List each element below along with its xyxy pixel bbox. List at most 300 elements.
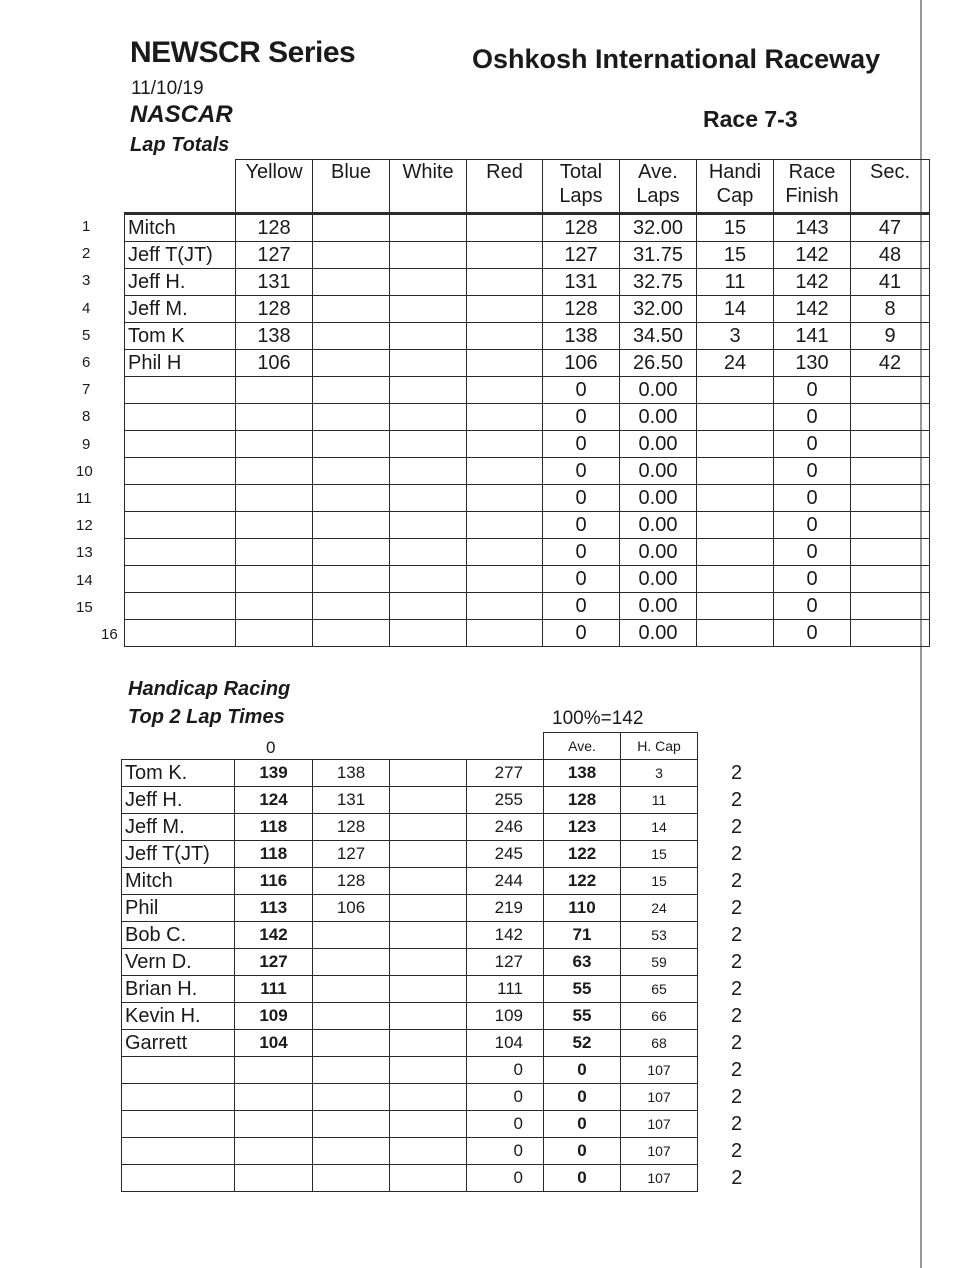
handicap-row — [122, 1057, 776, 1084]
lap-yellow-cell: 128 — [236, 296, 313, 323]
empty-cell — [390, 868, 467, 895]
lap-total-cell: 0 — [543, 377, 620, 404]
lap-blue-cell — [313, 214, 390, 242]
best-lap-cell — [235, 1138, 313, 1165]
handicap-row — [122, 841, 776, 868]
lap-yellow-cell: 128 — [236, 214, 313, 242]
column-header — [236, 160, 313, 214]
total-cell: 246 — [467, 814, 544, 841]
average-cell: 0 — [544, 1084, 621, 1111]
driver-name: Jeff M. — [122, 814, 235, 841]
lap-yellow-cell — [236, 593, 313, 620]
extra-value: 2 — [730, 816, 743, 838]
extra-value: 2 — [730, 762, 743, 784]
driver-name: Mitch — [125, 214, 236, 242]
handicap-row — [122, 814, 776, 841]
handicap-row — [122, 895, 776, 922]
handicap-row — [122, 1084, 776, 1111]
lap-red-cell — [467, 539, 543, 566]
lap-total-cell: 138 — [543, 323, 620, 350]
best-lap-cell — [235, 1057, 313, 1084]
column-header-line1: Total — [559, 161, 603, 183]
lap-sec-cell: 48 — [851, 242, 930, 269]
driver-name — [125, 431, 236, 458]
column-header-line2: Laps — [559, 185, 603, 207]
driver-name — [122, 1138, 235, 1165]
driver-name — [125, 485, 236, 512]
lap-row — [125, 512, 930, 539]
lap-red-cell — [467, 377, 543, 404]
driver-name — [125, 512, 236, 539]
lap-ave-cell: 31.75 — [620, 242, 697, 269]
lap-total-cell: 106 — [543, 350, 620, 377]
lap-yellow-cell: 138 — [236, 323, 313, 350]
lap-total-cell: 0 — [543, 620, 620, 647]
lap-red-cell — [467, 269, 543, 296]
lap-ave-cell: 0.00 — [620, 404, 697, 431]
lap-finish-cell: 142 — [774, 296, 851, 323]
lap-white-cell — [390, 323, 467, 350]
lap-finish-cell: 142 — [774, 242, 851, 269]
row-number: 1 — [82, 218, 91, 235]
lap-blue-cell — [313, 350, 390, 377]
driver-name: Garrett — [122, 1030, 235, 1057]
lap-sec-cell — [851, 593, 930, 620]
column-header — [620, 160, 697, 214]
handicap-row — [122, 1165, 776, 1192]
column-header-line2: Laps — [636, 185, 680, 207]
handicap-row — [122, 1138, 776, 1165]
lap-total-cell: 128 — [543, 296, 620, 323]
driver-name: Tom K. — [122, 760, 235, 787]
column-header-line1: White — [402, 161, 454, 183]
lap-ave-cell: 0.00 — [620, 458, 697, 485]
lap-blue-cell — [313, 512, 390, 539]
column-header-line2: Cap — [716, 185, 754, 207]
race-number: Race 7-3 — [703, 106, 798, 132]
lap-sec-cell: 9 — [851, 323, 930, 350]
handicap-cell: 107 — [621, 1057, 698, 1084]
lap-red-cell — [467, 214, 543, 242]
lap-row — [125, 296, 930, 323]
column-header-line1: Race — [788, 161, 836, 183]
lap-sec-cell — [851, 566, 930, 593]
handicap-row — [122, 1111, 776, 1138]
lap-row — [125, 377, 930, 404]
lap-blue-cell — [313, 458, 390, 485]
lap-blue-cell — [313, 323, 390, 350]
lap-white-cell — [390, 269, 467, 296]
empty-cell — [390, 922, 467, 949]
header-empty-cell — [467, 733, 544, 760]
handicap-table — [121, 732, 776, 1192]
lap-yellow-cell — [236, 458, 313, 485]
column-header-line1: Blue — [330, 161, 372, 183]
total-cell: 219 — [467, 895, 544, 922]
lap-white-cell — [390, 377, 467, 404]
average-cell: 52 — [544, 1030, 621, 1057]
average-cell: 55 — [544, 1003, 621, 1030]
lap-finish-cell: 0 — [774, 485, 851, 512]
lap-white-cell — [390, 485, 467, 512]
lap-hcap-cell — [697, 377, 774, 404]
handicap-cell: 15 — [621, 868, 698, 895]
average-cell: 110 — [544, 895, 621, 922]
empty-cell — [390, 1111, 467, 1138]
race-date: 11/10/19 — [131, 78, 204, 99]
lap-sec-cell — [851, 431, 930, 458]
total-cell: 142 — [467, 922, 544, 949]
lap-ave-cell: 0.00 — [620, 539, 697, 566]
lap-red-cell — [467, 485, 543, 512]
lap-white-cell — [390, 431, 467, 458]
row-number: 3 — [82, 272, 91, 290]
handicap-header-row — [122, 733, 776, 760]
handicap-cell: 107 — [621, 1084, 698, 1111]
lap-finish-cell: 142 — [774, 269, 851, 296]
average-cell: 122 — [544, 868, 621, 895]
lap-red-cell — [467, 512, 543, 539]
handicap-cell: 68 — [621, 1030, 698, 1057]
driver-name: Tom K — [125, 323, 236, 350]
empty-cell — [390, 949, 467, 976]
lap-yellow-cell — [236, 512, 313, 539]
zero-label: 0 — [266, 738, 276, 757]
lap-blue-cell — [313, 296, 390, 323]
lap-finish-cell: 143 — [774, 214, 851, 242]
lap-sec-cell — [851, 485, 930, 512]
driver-name: Kevin H. — [122, 1003, 235, 1030]
lap-total-cell: 0 — [543, 539, 620, 566]
lap-red-cell — [467, 242, 543, 269]
lap-finish-cell: 0 — [774, 539, 851, 566]
best-lap-cell: 113 — [235, 895, 313, 922]
best-lap-cell — [235, 1084, 313, 1111]
lap-finish-cell: 0 — [774, 593, 851, 620]
lap-total-cell: 0 — [543, 566, 620, 593]
lap-hcap-cell: 11 — [697, 269, 774, 296]
empty-cell — [390, 760, 467, 787]
lap-row — [125, 404, 930, 431]
lap-row — [125, 323, 930, 350]
lap-sec-cell: 8 — [851, 296, 930, 323]
empty-cell — [390, 787, 467, 814]
best-lap-cell — [235, 1165, 313, 1192]
column-header — [774, 160, 851, 214]
lap-row — [125, 485, 930, 512]
lap-total-cell: 0 — [543, 512, 620, 539]
handicap-row — [122, 760, 776, 787]
handicap-row — [122, 787, 776, 814]
lap-blue-cell — [313, 431, 390, 458]
lap-blue-cell — [313, 269, 390, 296]
lap-total-cell: 0 — [543, 431, 620, 458]
lap-ave-cell: 32.00 — [620, 214, 697, 242]
lap-ave-cell: 0.00 — [620, 485, 697, 512]
column-header-line1: Yellow — [245, 161, 303, 183]
lap-white-cell — [390, 296, 467, 323]
handicap-cell: 24 — [621, 895, 698, 922]
lap-white-cell — [390, 458, 467, 485]
second-lap-cell: 131 — [313, 787, 390, 814]
column-header-line1: Ave. — [638, 161, 678, 183]
lap-hcap-cell — [697, 539, 774, 566]
lap-white-cell — [390, 593, 467, 620]
handicap-cell: 14 — [621, 814, 698, 841]
best-lap-cell: 124 — [235, 787, 313, 814]
driver-name — [125, 404, 236, 431]
extra-value: 2 — [730, 951, 743, 973]
lap-total-cell: 128 — [543, 214, 620, 242]
empty-cell — [390, 1003, 467, 1030]
second-lap-cell — [313, 1084, 390, 1111]
second-lap-cell — [313, 1003, 390, 1030]
handicap-cell: 107 — [621, 1111, 698, 1138]
lap-white-cell — [390, 620, 467, 647]
lap-row — [125, 539, 930, 566]
extra-value: 2 — [730, 843, 743, 865]
row-number: 11 — [76, 490, 92, 507]
lap-blue-cell — [313, 377, 390, 404]
lap-yellow-cell — [236, 377, 313, 404]
driver-name: Jeff T(JT) — [122, 841, 235, 868]
handicap-cell: 107 — [621, 1138, 698, 1165]
second-lap-cell — [313, 949, 390, 976]
row-number: 9 — [82, 435, 91, 453]
row-number: 6 — [82, 354, 91, 371]
lap-yellow-cell: 106 — [236, 350, 313, 377]
average-cell: 71 — [544, 922, 621, 949]
lap-blue-cell — [313, 242, 390, 269]
handicap-cell: 65 — [621, 976, 698, 1003]
venue-title: Oshkosh International Raceway — [472, 44, 881, 74]
lap-finish-cell: 0 — [774, 458, 851, 485]
driver-name: Jeff H. — [125, 269, 236, 296]
lap-row — [125, 214, 930, 242]
extra-value: 2 — [730, 789, 743, 811]
lap-ave-cell: 32.75 — [620, 269, 697, 296]
handicap-cell: 11 — [621, 787, 698, 814]
total-cell: 0 — [467, 1057, 544, 1084]
lap-ave-cell: 0.00 — [620, 377, 697, 404]
lap-blue-cell — [313, 404, 390, 431]
average-cell: 55 — [544, 976, 621, 1003]
section-title: Lap Totals — [130, 134, 230, 156]
second-lap-cell: 106 — [313, 895, 390, 922]
lap-white-cell — [390, 539, 467, 566]
lap-yellow-cell — [236, 431, 313, 458]
handicap-title: Handicap Racing — [128, 678, 291, 700]
empty-cell — [390, 976, 467, 1003]
total-cell: 127 — [467, 949, 544, 976]
best-lap-cell: 111 — [235, 976, 313, 1003]
lap-yellow-cell — [236, 485, 313, 512]
row-number: 4 — [82, 299, 91, 317]
driver-name — [125, 458, 236, 485]
driver-name: Vern D. — [122, 949, 235, 976]
extra-value: 2 — [730, 1113, 743, 1135]
handicap-row — [122, 1030, 776, 1057]
average-cell: 128 — [544, 787, 621, 814]
total-cell: 245 — [467, 841, 544, 868]
lap-hcap-cell — [697, 458, 774, 485]
empty-cell — [390, 841, 467, 868]
lap-white-cell — [390, 214, 467, 242]
lap-sec-cell — [851, 458, 930, 485]
ave-header: Ave. — [544, 733, 621, 760]
lap-finish-cell: 0 — [774, 404, 851, 431]
total-cell: 255 — [467, 787, 544, 814]
handicap-row — [122, 868, 776, 895]
lap-white-cell — [390, 566, 467, 593]
lap-row — [125, 269, 930, 296]
lap-finish-cell: 0 — [774, 431, 851, 458]
lap-hcap-cell — [697, 431, 774, 458]
total-cell: 244 — [467, 868, 544, 895]
lap-sec-cell: 47 — [851, 214, 930, 242]
lap-yellow-cell: 127 — [236, 242, 313, 269]
extra-value: 2 — [731, 1167, 743, 1189]
lap-hcap-cell: 14 — [697, 296, 774, 323]
lap-red-cell — [467, 404, 543, 431]
lap-row — [125, 458, 930, 485]
second-lap-cell — [313, 922, 390, 949]
driver-name: Jeff H. — [122, 787, 235, 814]
lap-red-cell — [467, 566, 543, 593]
lap-row — [125, 593, 930, 620]
lap-ave-cell: 0.00 — [620, 566, 697, 593]
lap-ave-cell: 0.00 — [620, 431, 697, 458]
lap-ave-cell: 0.00 — [620, 593, 697, 620]
lap-white-cell — [390, 242, 467, 269]
lap-hcap-cell — [697, 512, 774, 539]
lap-finish-cell: 0 — [774, 512, 851, 539]
second-lap-cell — [313, 1030, 390, 1057]
lap-blue-cell — [313, 593, 390, 620]
lap-yellow-cell — [236, 404, 313, 431]
empty-cell — [390, 1057, 467, 1084]
total-cell: 277 — [467, 760, 544, 787]
lap-hcap-cell — [697, 404, 774, 431]
lap-red-cell — [467, 458, 543, 485]
second-lap-cell — [313, 1057, 390, 1084]
second-lap-cell — [313, 976, 390, 1003]
driver-name — [125, 566, 236, 593]
handicap-row — [122, 922, 776, 949]
column-header — [390, 160, 467, 214]
lap-finish-cell: 141 — [774, 323, 851, 350]
total-cell: 109 — [467, 1003, 544, 1030]
extra-value: 2 — [730, 897, 743, 919]
row-number: 16 — [101, 626, 118, 643]
lap-yellow-cell — [236, 566, 313, 593]
lap-finish-cell: 0 — [774, 566, 851, 593]
lap-sec-cell — [851, 512, 930, 539]
lap-blue-cell — [313, 566, 390, 593]
lap-total-cell: 127 — [543, 242, 620, 269]
best-lap-cell — [235, 1111, 313, 1138]
best-lap-cell: 109 — [235, 1003, 313, 1030]
header-blank-cell — [125, 160, 236, 214]
row-number: 5 — [82, 326, 91, 344]
lap-red-cell — [467, 323, 543, 350]
driver-name: Brian H. — [122, 976, 235, 1003]
lap-sec-cell: 42 — [851, 350, 930, 377]
handicap-subtitle: Top 2 Lap Times — [128, 706, 285, 728]
total-cell: 0 — [467, 1111, 544, 1138]
column-header-line1: Red — [486, 161, 523, 183]
column-header — [543, 160, 620, 214]
handicap-cell: 53 — [621, 922, 698, 949]
column-header-line1: Sec. — [869, 161, 911, 183]
lap-totals-table — [124, 159, 930, 647]
handicap-row — [122, 1003, 776, 1030]
lap-ave-cell: 34.50 — [620, 323, 697, 350]
driver-name — [125, 593, 236, 620]
lap-hcap-cell: 15 — [697, 242, 774, 269]
extra-value: 2 — [730, 870, 743, 892]
empty-cell — [390, 895, 467, 922]
lap-white-cell — [390, 350, 467, 377]
driver-name — [122, 1165, 235, 1192]
average-cell: 0 — [544, 1057, 621, 1084]
lap-finish-cell: 130 — [774, 350, 851, 377]
lap-sec-cell — [851, 620, 930, 647]
second-lap-cell — [313, 1138, 390, 1165]
second-lap-cell — [313, 1165, 390, 1192]
extra-value: 2 — [730, 1059, 743, 1081]
total-cell: 0 — [467, 1084, 544, 1111]
lap-blue-cell — [313, 620, 390, 647]
column-header — [467, 160, 543, 214]
extra-value: 2 — [730, 1032, 743, 1054]
driver-name — [122, 1084, 235, 1111]
lap-sec-cell — [851, 377, 930, 404]
best-lap-cell: 118 — [235, 814, 313, 841]
driver-name: Phil — [122, 895, 235, 922]
lap-white-cell — [390, 512, 467, 539]
column-header — [851, 160, 930, 214]
second-lap-cell: 138 — [313, 760, 390, 787]
header-empty-cell — [235, 733, 313, 760]
row-number: 8 — [82, 408, 91, 426]
lap-finish-cell: 0 — [774, 620, 851, 647]
lap-red-cell — [467, 593, 543, 620]
driver-name — [125, 539, 236, 566]
lap-row — [125, 431, 930, 458]
empty-cell — [390, 1084, 467, 1111]
empty-cell — [390, 1030, 467, 1057]
lap-red-cell — [467, 620, 543, 647]
lap-sec-cell — [851, 539, 930, 566]
average-cell: 123 — [544, 814, 621, 841]
handicap-cell: 3 — [621, 760, 698, 787]
lap-yellow-cell — [236, 539, 313, 566]
empty-cell — [390, 1165, 467, 1192]
driver-name — [125, 620, 236, 647]
hcap-header: H. Cap — [621, 733, 698, 760]
average-cell: 0 — [544, 1138, 621, 1165]
empty-cell — [390, 1138, 467, 1165]
driver-name: Bob C. — [122, 922, 235, 949]
driver-name — [125, 377, 236, 404]
driver-name: Mitch — [122, 868, 235, 895]
lap-hcap-cell — [697, 566, 774, 593]
second-lap-cell — [313, 1111, 390, 1138]
header-empty-cell — [122, 733, 235, 760]
percent-note: 100%=142 — [552, 708, 644, 729]
lap-hcap-cell: 24 — [697, 350, 774, 377]
